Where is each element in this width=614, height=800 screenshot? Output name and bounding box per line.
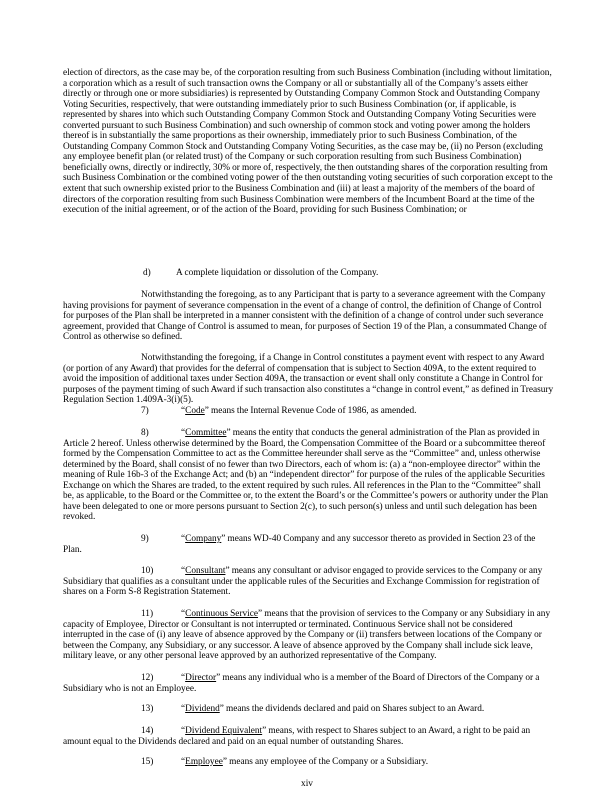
defined-term: Dividend — [185, 704, 220, 714]
definition-number: 13) — [141, 704, 154, 714]
list-item-d — [143, 268, 378, 279]
definition-director: 12) “Director” means any individual who is a member of the Board of Directors of the Company or a Subsidiary who is not an Employee. — [63, 673, 540, 694]
page-number: xiv — [301, 779, 313, 789]
defined-term: Company — [185, 534, 222, 544]
defined-term: Dividend Equivalent — [185, 726, 263, 736]
definition-number: 9) — [141, 534, 149, 544]
defined-term: Consultant — [185, 566, 226, 576]
definition-continuous-service: 11) “Continuous Service” means that the provision of services to the Company or any Subsidiary in any capacity of Employee, Director or Consultant is not interrupted or terminated. Continuous Service shall not be considered interrupted in the case of (i) any leave of absence approved by the Company or (ii) transfers between locations of the Company or between the Company, any Subsidiary, or any successor. A leave of absence approved by the Company shall include sick leave, military leave, or any other personal leave approved by an authorized representative of the Company. — [63, 609, 551, 662]
notwithstanding-paragraph-1: Notwithstanding the foregoing, as to any Participant that is party to a severance agreement with the Company having provisions for payment of severance compensation in the event of a change of control, the definition of Change of Control for purposes of the Plan shall be interpreted in a manner consistent with the definition of a change of control under such severance agreement, provided that Change of Control is assumed to mean, for purposes of Section 19 of the Plan, a consummated Change of Control as otherwise so defined. — [63, 290, 547, 343]
business-combination-paragraph: election of directors, as the case may be, of the corporation resulting from such Business Combination (including without limitation, a corporation which as a result of such transaction owns the Company or all or substantially all of the Company’s assets either directly or through one or more subsidiaries) is represented by Outstanding Company Common Stock and Outstanding Company Voting Securities, respectively, that were outstanding immediately prior to such Business Combination (or, if applicable, is represented by shares into which such Outstanding Company Common Stock and Outstanding Company Voting Securities were converted pursuant to such Business Combination) and such ownership of common stock and voting power among the holders thereof is in substantially the same proportions as their ownership, immediately prior to such Business Combination, of the Outstanding Company Common Stock and Outstanding Company Voting Securities, as the case may be, (ii) no Person (excluding any employee benefit plan (or related trust) of the Company or such corporation resulting from such Business Combination) beneficially owns, directly or indirectly, 30% or more of, respectively, the then outstanding shares of the corporation resulting from such Business Combination or the combined voting power of the then outstanding voting securities of such corporation except to the extent that such ownership existed prior to the Business Combination and (iii) at least a majority of the members of the board of directors of the corporation resulting from such Business Combination were members of the Incumbent Board at the time of the execution of the initial agreement, or of the action of the Board, providing for such Business Combination; or — [63, 68, 553, 216]
definition-dividend: 13) “Dividend” means the dividends declared and paid on Shares subject to an Award. — [141, 704, 485, 714]
definition-code: 7) “Code” means the Internal Revenue Code of 1986, as amended. — [141, 406, 417, 416]
definition-dividend-equivalent: 14) “Dividend Equivalent” means, with respect to Shares subject to an Award, a right to be paid an amount equal to the Dividends declared and paid on an equal number of outstanding Shares. — [63, 726, 531, 747]
notwithstanding-paragraph-2: Notwithstanding the foregoing, if a Change in Control constitutes a payment event with respect to any Award (or portion of any Award) that provides for the deferral of compensation that is subject to Section 409A, to the extent required to avoid the imposition of additional taxes under Section 409A, the transaction or event shall only constitute a Change in Control for purposes of the payment timing of such Award if such transaction also constitutes a “change in control event,” as defined in Treasury Regulation Section 1.409A-3(i)(5). — [63, 353, 554, 406]
defined-term: Code — [185, 406, 205, 416]
list-item-label: d) — [143, 268, 151, 278]
defined-term: Director — [185, 673, 217, 683]
defined-term: Employee — [185, 757, 223, 767]
definition-consultant: 10) “Consultant” means any consultant or advisor engaged to provide services to the Company or any Subsidiary that qualifies as a consultant under the applicable rules of the Securities and Exchange Commission for registration of shares on a Form S-8 Registration Statement. — [63, 566, 543, 598]
definition-number: 15) — [141, 757, 154, 767]
definition-number: 14) — [141, 726, 154, 736]
definition-number: 11) — [141, 609, 154, 619]
definition-company: 9) “Company” means WD-40 Company and any successor thereto as provided in Section 23 of the Plan. — [63, 534, 536, 555]
definition-number: 7) — [141, 406, 149, 416]
defined-term: Continuous Service — [185, 609, 259, 619]
definition-employee: 15) “Employee” means any employee of the Company or a Subsidiary. — [141, 757, 429, 767]
defined-term: Committee — [185, 428, 227, 438]
list-item-text: A complete liquidation or dissolution of the Company. — [176, 268, 379, 278]
definition-committee: 8) “Committee” means the entity that conducts the general administration of the Plan as provided in Article 2 hereof. Unless otherwise determined by the Board, the Compensation Committee of the Board or a subcommittee thereof formed by the Compensation Committee to act as the Committee hereunder shall serve as the “Committee” and, unless otherwise determined by the Board, shall consist of no fewer than two Directors, each of whom is: (a) a “non-employee director” within the meaning of Rule 16b-3 of the Exchange Act; and (b) an “independent director” for purpose of the rules of the applicable Securities Exchange on which the Shares are traded, to the extent required by such rules. All references in the Plan to the “Committee” shall be, as applicable, to the Board or the Committee or, to the extent the Board’s or the Committee’s powers or authority under the Plan have been delegated to one or more persons pursuant to Section 2(c), to such person(s) unless and until such delegation has been revoked. — [63, 428, 549, 523]
definition-number: 12) — [141, 673, 154, 683]
definition-number: 8) — [141, 428, 149, 438]
definition-number: 10) — [141, 566, 154, 576]
